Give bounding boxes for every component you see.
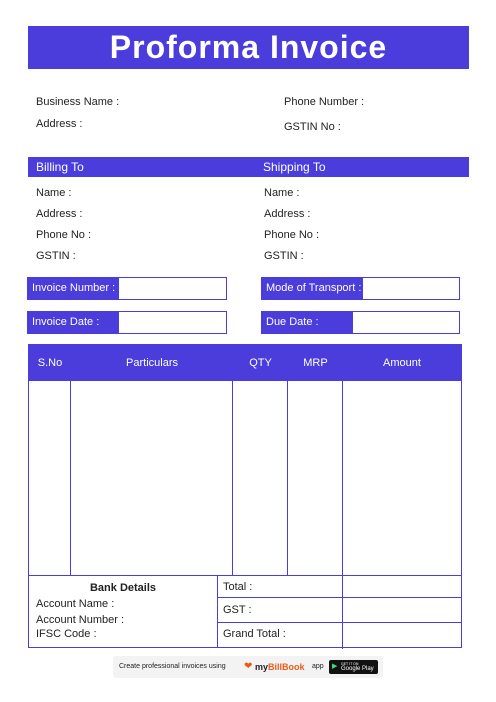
divider [232, 345, 233, 575]
shipping-gstin-label: GSTIN : [264, 250, 304, 262]
store-name-text: Google Play [341, 666, 374, 672]
business-gstin-label: GSTIN No : [284, 121, 341, 133]
billing-address-label: Address : [36, 208, 83, 220]
total-label: Total : [223, 581, 253, 593]
billing-gstin-label: GSTIN : [36, 250, 76, 262]
shipping-phone-label: Phone No : [264, 229, 320, 241]
mybillbook-logo-icon: ❤ [244, 661, 253, 672]
invoice-number-label: Invoice Number : [28, 278, 119, 299]
account-number-label: Account Number : [36, 614, 125, 626]
business-phone-label: Phone Number : [284, 96, 365, 108]
mode-of-transport-field[interactable] [261, 277, 460, 300]
invoice-date-label: Invoice Date : [28, 312, 119, 333]
gst-label: GST : [223, 604, 252, 616]
shipping-heading: Shipping To [263, 160, 326, 174]
items-table [28, 344, 462, 648]
store-top-text: GET IT ON [341, 662, 359, 666]
divider [29, 575, 461, 576]
table-header [29, 345, 461, 381]
divider [342, 345, 343, 649]
col-qty: QTY [249, 357, 272, 369]
billing-name-label: Name : [36, 187, 72, 199]
promo-text: Create professional invoices using [119, 663, 226, 670]
account-name-label: Account Name : [36, 598, 115, 610]
col-particulars: Particulars [126, 357, 178, 369]
billing-shipping-band [28, 157, 469, 177]
shipping-address-label: Address : [264, 208, 311, 220]
divider [217, 597, 461, 598]
divider [217, 575, 218, 647]
col-mrp: MRP [303, 357, 328, 369]
due-date-field[interactable] [261, 311, 460, 334]
bank-details-heading: Bank Details [89, 582, 157, 594]
divider [70, 345, 71, 575]
mode-of-transport-label: Mode of Transport : [262, 278, 363, 299]
promo-suffix: app [312, 663, 324, 670]
google-play-badge[interactable] [329, 660, 378, 674]
business-address-label: Address : [36, 118, 83, 130]
page-title: Proforma Invoice [28, 26, 469, 69]
due-date-label: Due Date : [262, 312, 353, 333]
invoice-date-field[interactable] [27, 311, 227, 334]
play-store-icon: ▶ [332, 663, 338, 670]
billing-phone-label: Phone No : [36, 229, 92, 241]
col-sno: S.No [37, 357, 63, 369]
ifsc-code-label: IFSC Code : [36, 628, 97, 640]
divider [217, 622, 461, 623]
brand-logo: myBillBook [255, 662, 305, 672]
business-name-label: Business Name : [36, 96, 120, 108]
promo-banner[interactable] [113, 656, 383, 678]
shipping-name-label: Name : [264, 187, 300, 199]
col-amount: Amount [383, 357, 421, 369]
invoice-number-field[interactable] [27, 277, 227, 300]
billing-heading: Billing To [36, 160, 84, 174]
grand-total-label: Grand Total : [223, 628, 286, 640]
divider [287, 345, 288, 575]
